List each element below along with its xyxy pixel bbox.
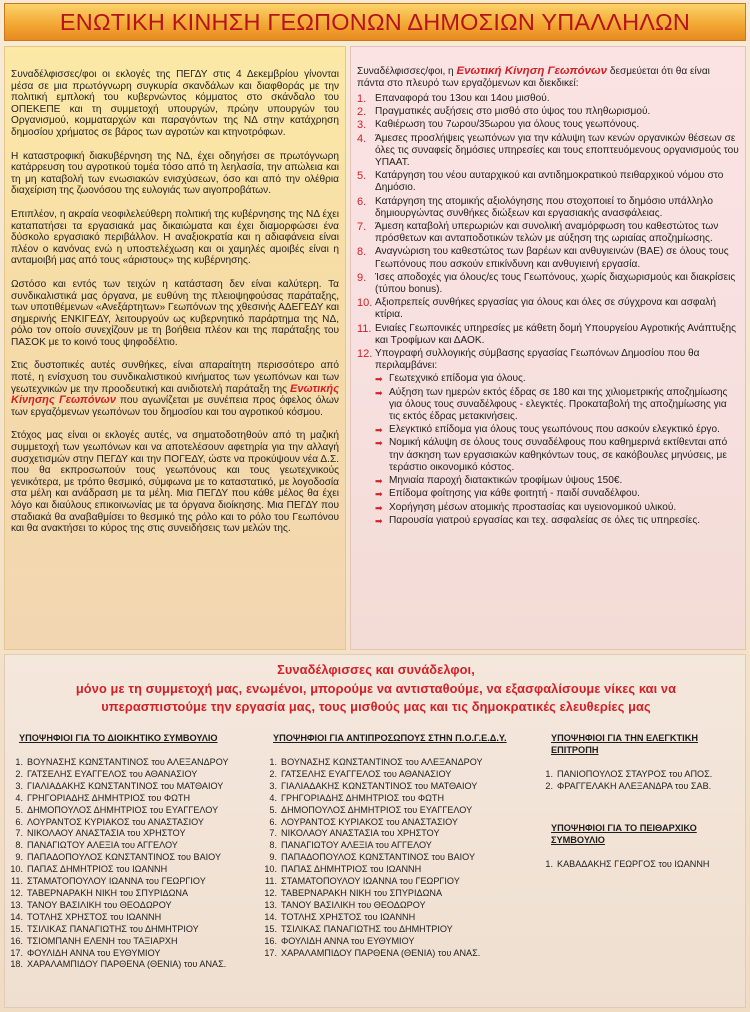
candidate-number: 16. (10, 935, 23, 946)
appeal-line-1: Συναδέλφισσες και συνάδελφοι, (277, 662, 475, 677)
candidate-number: 1. (269, 757, 277, 767)
candidate-number: 1. (545, 859, 553, 869)
demand-text: Καθιέρωση του 7ωρου/35ωρου για όλους τους γεωπόνους. (375, 119, 640, 131)
sub-demand-item (375, 475, 739, 487)
candidate-item (9, 781, 271, 793)
audit-heading: ΥΠΟΨΗΦΙΟΙ ΓΙΑ ΤΗΝ ΕΛΕΓΚΤΙΚΗ ΕΠΙΤΡΟΠΗ (551, 733, 698, 755)
sub-demand-item (375, 387, 739, 424)
sub-demand-text: Ελεγκτικό επίδομα για όλους τους γεωπόνους που ασκούν ελεγκτικό έργο. (389, 424, 720, 436)
arrow-bullet-icon: ➡ (375, 515, 383, 526)
sub-demand-text: Επίδομα φοίτησης για κάθε φοιτητή - παιδί συναδέλφου. (389, 488, 640, 500)
candidate-item (263, 769, 535, 781)
candidates-section (4, 654, 746, 1008)
demands-intro-start: Συναδέλφισσες/φοι, η (357, 66, 454, 77)
candidate-name: ΣΤΑΜΑΤΟΠΟΥΛΟΥ ΙΩΑΝΝΑ του ΓΕΩΡΓΙΟΥ (27, 876, 206, 887)
candidate-item (263, 948, 535, 960)
candidate-name: ΚΑΒΑΔΑΚΗΣ ΓΕΩΡΓΟΣ του ΙΩΑΝΝΗ (557, 859, 710, 869)
demand-number: 4. (357, 132, 367, 145)
sub-demand-item (375, 515, 739, 527)
candidate-item (9, 828, 271, 840)
candidate-item (9, 864, 271, 876)
sub-demand-item (375, 424, 739, 436)
demand-number: 10. (357, 297, 373, 310)
candidate-item (263, 852, 535, 864)
demand-number: 5. (357, 170, 367, 183)
candidate-item (263, 888, 535, 900)
candidate-name: ΛΟΥΡΑΝΤΟΣ ΚΥΡΙΑΚΟΣ του ΑΝΑΣΤΑΣΙΟΥ (27, 816, 204, 827)
candidate-name: ΠΑΠΑΔΟΠΟΥΛΟΣ ΚΩΝΣΤΑΝΤΙΝΟΣ του ΒΑΙΟΥ (27, 852, 222, 863)
demand-text: Πραγματικές αυξήσεις στο μισθό στο ύψος του πληθωρισμού. (375, 106, 651, 118)
appeal-line-3: υπερασπιστούμε την εργασία μας, τους μισθούς μας και τις δημοκρατικές ελευθερίες μας (101, 699, 651, 714)
candidate-number: 6. (269, 816, 277, 827)
candidate-name: ΤΣΙΛΙΚΑΣ ΠΑΝΑΓΙΩΤΗΣ του ΔΗΜΗΤΡΙΟΥ (281, 923, 453, 934)
candidate-number: 4. (269, 792, 277, 803)
candidate-number: 10. (10, 864, 23, 875)
left-column (4, 46, 346, 650)
candidate-item (263, 864, 535, 876)
candidate-name: ΒΟΥΝΑΣΗΣ ΚΩΝΣΤΑΝΤΙΝΟΣ του ΑΛΕΞΑΝΔΡΟΥ (281, 757, 483, 767)
candidate-number: 17. (10, 947, 23, 958)
left-paragraph-2: Η καταστροφική διακυβέρνηση της ΝΔ, έχει οδηγήσει σε πρωτόγνωρη κατάρρευση του αγροτικού τομέα τόσο από τη λεηλασία, την απώλεια και τη μη καταβολή των ενωσιακών ενισχύσεων, όσο και από την ολέθρια διαχείριση της ζωονόσου της ευλογιάς των αιγοπροβάτων. (11, 150, 339, 197)
demand-text: Αξιοπρεπείς συνθήκες εργασίας για όλους και όλες σε σύγχρονα και ασφαλή κτίρια. (375, 297, 716, 321)
candidate-number: 15. (10, 923, 23, 934)
candidate-number: 17. (264, 947, 277, 958)
demand-item (357, 93, 739, 105)
candidate-name: ΓΡΗΓΟΡΙΑΔΗΣ ΔΗΜΗΤΡΙΟΣ του ΦΩΤΗ (281, 792, 445, 803)
candidate-name: ΤΑΝΟΥ ΒΑΣΙΛΙΚΗ του ΘΕΟΔΩΡΟΥ (27, 899, 172, 910)
demands-intro-end: δεσμεύεται ότι θα είναι πάντα στο πλευρό των εργαζόμενων και διεκδικεί: (357, 66, 710, 89)
candidate-name: ΓΙΑΛΙΑΔΑΚΗΣ ΚΩΝΣΤΑΝΤΙΝΟΣ του ΜΑΤΘΑΙΟΥ (27, 780, 224, 791)
demand-text: Αναγνώριση του καθεστώτος των βαρέων και ανθυγιεινών (ΒΑΕ) σε όλους τους Γεωπόνους που ασκούν επικίνδυνη και ανθυγιεινή εργασία. (375, 246, 729, 270)
candidate-number: 3. (15, 780, 23, 791)
arrow-bullet-icon: ➡ (375, 476, 383, 487)
candidate-name: ΔΗΜΟΠΟΥΛΟΣ ΔΗΜΗΤΡΙΟΣ του ΕΥΑΓΓΕΛΟΥ (281, 804, 473, 815)
demand-text: Ίσες αποδοχές για όλους/ες τους Γεωπόνους, χωρίς διαχωρισμούς και διακρίσεις (τύπου bonus). (375, 271, 736, 296)
candidate-number: 14. (264, 911, 277, 922)
candidate-name: ΠΑΠΑΣ ΔΗΜΗΤΡΙΟΣ του ΙΩΑΝΝΗ (27, 864, 168, 875)
candidate-number: 11. (265, 876, 277, 887)
candidate-number: 8. (269, 840, 277, 851)
candidate-number: 13. (264, 899, 277, 910)
candidate-item (9, 769, 271, 781)
candidate-number: 15. (264, 923, 277, 934)
demand-text: Άμεση καταβολή υπερωριών και συνολική αναμόρφωση του καθεστώτος των πρόσθετων και ανταποδοτικών τελών με αύξηση της ωριαίας αποζημίωσης. (375, 221, 719, 245)
board-heading: ΥΠΟΨΗΦΙΟΙ ΓΙΑ ΤΟ ΔΙΟΙΚΗΤΙΚΟ ΣΥΜΒΟΥΛΙΟ (19, 733, 218, 743)
sub-demand-text: Νομική κάλυψη σε όλους τους συναδέλφους που καθημερινά εκτίθενται από την άσκηση των εργασιακών καθηκόντων τους, σε κακόβουλες μηνύσεις, με τεράστιο οικονομικό κόστος. (389, 437, 728, 473)
candidate-item (263, 924, 535, 936)
candidate-name: ΓΑΤΣΕΛΗΣ ΕΥΑΓΓΕΛΟΣ του ΑΘΑΝΑΣΙΟΥ (281, 768, 452, 779)
sub-demand-item (375, 373, 739, 385)
left-paragraph-5-end: που αγωνίζεται με συνέπεια προς όφελος όλων των εργαζόμενων γεωπόνων του δημοσίου και του αγροτικού κόσμου. (11, 395, 339, 418)
candidate-item (9, 936, 271, 948)
candidate-name: ΤΟΤΛΗΣ ΧΡΗΣΤΟΣ του ΙΩΑΝΝΗ (27, 911, 162, 922)
candidate-number: 2. (15, 768, 23, 779)
sub-demand-text: Παρουσία γιατρού εργασίας και τεχ. ασφαλείας σε όλες τις υπηρεσίες. (389, 514, 700, 526)
candidate-name: ΤΣΙΟΜΠΑΝΗ ΕΛΕΝΗ του ΤΑΞΙΑΡΧΗ (27, 935, 178, 946)
candidate-number: 7. (269, 828, 277, 839)
discipline-candidates-list (539, 859, 729, 871)
candidate-number: 12. (10, 887, 23, 898)
candidate-name: ΠΑΝΑΓΙΩΤΟΥ ΑΛΕΞΙΑ του ΑΓΓΕΛΟΥ (281, 840, 432, 851)
candidate-number: 8. (15, 840, 23, 851)
left-paragraph-4: Ωστόσο και εντός των τειχών η κατάσταση δεν είναι καλύτερη. Τα συνδικαλιστικά μας όργανα, με ευθύνη της πλειοψηφούσας παράταξης, των υποτιθέμενων «Ανεξάρτητων» Γεωπόνων της χθεσινής ΑΔΕΓΕΔΥ και σημερινής ΕΝΚΙΓΕΔΥ, λειτουργούν ως κυβερνητικό παράρτημα της ΝΔ, ρόλο τον οποίο συνεχίζουν με τη βοήθεια πλέον και της παράταξης του ΠΑΣΟΚ με το κοινό τους ψηφοδέλτιο. (11, 278, 339, 348)
candidate-item (9, 959, 271, 971)
demand-text: Κατάργηση του νέου αυταρχικού και αντιδημοκρατικού πειθαρχικού νόμου στο Δημόσιο. (375, 170, 724, 194)
candidate-number: 1. (15, 757, 23, 767)
candidate-number: 10. (264, 864, 277, 875)
demand-item (357, 196, 739, 220)
candidate-item (9, 888, 271, 900)
candidate-name: ΠΑΠΑΣ ΔΗΜΗΤΡΙΟΣ του ΙΩΑΝΝΗ (281, 864, 422, 875)
right-column (350, 46, 746, 650)
demand-number: 9. (357, 271, 367, 284)
left-paragraph-5-start: Στις δυστοπικές αυτές συνθήκες, είναι απαραίτητη περισσότερο από ποτέ, η ενίσχυση του συνδικαλιστικού κινήματος των γεωπόνων και των γεωτεχνικών με την προοδευτική και ανιδιοτελή παράταξη της (11, 360, 339, 395)
arrow-bullet-icon: ➡ (375, 489, 383, 500)
candidate-number: 4. (15, 792, 23, 803)
candidate-item (9, 793, 271, 805)
candidate-item (263, 757, 535, 769)
demand-item (357, 133, 739, 170)
candidate-number: 5. (269, 804, 277, 815)
candidate-name: ΦΟΥΛΙΔΗ ΑΝΝΑ του ΕΥΘΥΜΙΟΥ (281, 935, 415, 946)
candidate-name: ΤΑΒΕΡΝΑΡΑΚΗ ΝΙΚΗ του ΣΠΥΡΙΔΩΝΑ (281, 887, 443, 898)
candidate-item (263, 840, 535, 852)
arrow-bullet-icon: ➡ (375, 374, 383, 385)
candidate-name: ΠΑΝΑΓΙΩΤΟΥ ΑΛΕΞΙΑ του ΑΓΓΕΛΟΥ (27, 840, 178, 851)
candidate-name: ΓΙΑΛΙΑΔΑΚΗΣ ΚΩΝΣΤΑΝΤΙΝΟΣ του ΜΑΤΘΑΙΟΥ (281, 780, 478, 791)
demand-number: 7. (357, 221, 367, 234)
page-title: ΕΝΩΤΙΚΗ ΚΙΝΗΣΗ ΓΕΩΠΟΝΩΝ ΔΗΜΟΣΙΩΝ ΥΠΑΛΛΗΛΩΝ (59, 8, 691, 35)
movement-name-highlight: Ενωτικής Κίνησης Γεωπόνων (11, 382, 339, 407)
candidate-number: 6. (15, 816, 23, 827)
demands-list (357, 93, 739, 372)
demand-item (357, 170, 739, 194)
candidate-name: ΦΡΑΓΓΕΛΑΚΗ ΑΛΕΞΑΝΔΡΑ του ΣΑΒ. (557, 780, 712, 791)
candidate-name: ΠΑΠΑΔΟΠΟΥΛΟΣ ΚΩΝΣΤΑΝΤΙΝΟΣ του ΒΑΙΟΥ (281, 852, 476, 863)
demand-item (357, 246, 739, 270)
candidate-name: ΤΑΒΕΡΝΑΡΑΚΗ ΝΙΚΗ του ΣΠΥΡΙΔΩΝΑ (27, 887, 189, 898)
candidate-item (9, 948, 271, 960)
demand-text: Ενιαίες Γεωπονικές υπηρεσίες με κάθετη δομή Υπουργείου Αγροτικής Ανάπτυξης και Τροφίμων και ΔΑΟΚ. (375, 322, 736, 346)
appeal-text (5, 661, 747, 717)
demand-number: 2. (357, 106, 367, 119)
candidate-number: 5. (15, 804, 23, 815)
candidate-name: ΝΙΚΟΛΑΟΥ ΑΝΑΣΤΑΣΙΑ του ΧΡΗΣΤΟΥ (281, 828, 440, 839)
demand-item (357, 272, 739, 296)
arrow-bullet-icon: ➡ (375, 387, 383, 398)
demand-text: Κατάργηση της ατομικής αξιολόγησης που στοχοποιεί το δημόσιο υπάλληλο δημιουργώντας συνθήκες διώξεων και εργασιακής ανασφάλειας. (375, 195, 713, 219)
demand-item (357, 348, 739, 372)
demand-text: Υπογραφή συλλογικής σύμβασης εργασίας Γεωπόνων Δημοσίου που θα περιλαμβάνει: (375, 348, 700, 372)
candidate-item (263, 936, 535, 948)
board-candidates-list (9, 757, 271, 971)
candidate-number: 11. (11, 876, 23, 887)
candidate-number: 3. (269, 780, 277, 791)
left-paragraph-5 (11, 360, 339, 418)
demand-number: 1. (357, 93, 367, 105)
candidate-item (9, 900, 271, 912)
demand-number: 3. (357, 119, 367, 132)
candidate-number: 16. (264, 935, 277, 946)
candidate-number: 14. (10, 911, 23, 922)
left-paragraph-3: Επιπλέον, η ακραία νεοφιλελεύθερη πολιτική της κυβέρνησης της ΝΔ έχει καταπατήσει τα εργασιακά μας δικαιώματα και έχει διαμορφώσει ένα δύσκολο εργασιακό περιβάλλον. Η αναξιοκρατία και η αδιαφάνεια είναι πλέον ο κανόνας ενώ η υποστελέχωση και οι χαμηλές αμοιβές είναι η ανταμοιβή μας από τους «άριστους» της κυβέρνησης. (11, 208, 339, 267)
candidate-item (263, 828, 535, 840)
candidate-name: ΠΑΝΙΟΠΟΥΛΟΣ ΣΤΑΥΡΟΣ του ΑΠΟΣ. (557, 769, 713, 779)
candidate-item (263, 817, 535, 829)
demand-number: 11. (357, 322, 372, 335)
demand-item (357, 119, 739, 131)
left-paragraph-1: Συναδέλφισσες/φοι οι εκλογές της ΠΕΓΔΥ στις 4 Δεκεμβρίου γίνονται μέσα σε μια πρωτόγνωρη συγκυρία σκανδάλων και διαφθοράς με την πολιτική εμπλοκή του κυβερνώντος κόμματος στο σκάνδαλο του ΟΠΕΚΕΠΕ και τη συμμετοχή υπουργών, πρώην υπουργών του Οργανισμού, κομματαρχών και παραγόντων της ΝΔ στην κατάχρηση δημοσίου χρήματος σε βάρος των αγροτών και κτηνοτρόφων. (11, 69, 339, 138)
candidate-name: ΔΗΜΟΠΟΥΛΟΣ ΔΗΜΗΤΡΙΟΣ του ΕΥΑΓΓΕΛΟΥ (27, 804, 219, 815)
left-paragraph-6: Στόχος μας είναι οι εκλογές αυτές, να σηματοδοτηθούν από τη μαζική συμμετοχή των γεωπόνων και να αποτελέσουν αφετηρία για την αλλαγή συσχετισμών στην ΠΕΓΔΥ και την ΠΟΓΕΔΥ, ώστε να προκύψουν νέα Δ.Σ. που θα εκπροσωπούν τους γεωπόνους και τους γεωτεχνικούς γενικότερα, με τρόπο θεσμικό, σύμφωνα με το καταστατικό, με λογοδοσία στα μέλη και ανάδραση με τα μέλη. Μια ΠΕΓΔΥ που κάθε μέλος θα έχει λόγο και διαύλους επικοινωνίας με τα όργανα διοίκησης. Μια ΠΕΓΔΥ που σταδιακά θα αναβαθμίσει το θεσμικό της ρόλο και το ρόλο του Γεωπόνου και θα ανακτήσει το κύρος της στις συνειδήσεις των μελών της. (11, 430, 339, 535)
collective-agreement-sublist (375, 373, 739, 526)
sub-demand-item (375, 488, 739, 500)
candidate-item (9, 924, 271, 936)
arrow-bullet-icon: ➡ (375, 502, 383, 513)
demands-intro (357, 65, 739, 90)
candidate-name: ΧΑΡΑΛΑΜΠΙΔΟΥ ΠΑΡΘΕΝΑ (ΘΕΝΙΑ) του ΑΝΑΣ. (281, 947, 481, 958)
demand-number: 12. (357, 348, 373, 361)
candidate-item (539, 781, 729, 793)
candidate-number: 9. (269, 852, 277, 863)
candidate-name: ΓΑΤΣΕΛΗΣ ΕΥΑΓΓΕΛΟΣ του ΑΘΑΝΑΣΙΟΥ (27, 768, 198, 779)
candidate-number: 18. (10, 959, 23, 970)
reps-candidates-list (263, 757, 535, 959)
candidate-item (9, 840, 271, 852)
demand-number: 6. (357, 195, 367, 208)
candidate-item (9, 876, 271, 888)
candidate-item (263, 805, 535, 817)
candidate-item (9, 757, 271, 769)
candidate-item (263, 781, 535, 793)
candidate-number: 1. (545, 769, 553, 779)
sub-demand-text: Χορήγηση μέσων ατομικής προστασίας και υγειονομικού υλικού. (389, 501, 677, 513)
candidate-name: ΤΑΝΟΥ ΒΑΣΙΛΙΚΗ του ΘΕΟΔΩΡΟΥ (281, 899, 426, 910)
discipline-heading: ΥΠΟΨΗΦΙΟΙ ΓΙΑ ΤΟ ΠΕΙΘΑΡΧΙΚΟ ΣΥΜΒΟΥΛΙΟ (551, 823, 697, 845)
candidate-item (9, 852, 271, 864)
arrow-bullet-icon: ➡ (375, 425, 383, 436)
demand-item (357, 221, 739, 245)
candidate-name: ΝΙΚΟΛΑΟΥ ΑΝΑΣΤΑΣΙΑ του ΧΡΗΣΤΟΥ (27, 828, 186, 839)
candidate-name: ΣΤΑΜΑΤΟΠΟΥΛΟΥ ΙΩΑΝΝΑ του ΓΕΩΡΓΙΟΥ (281, 876, 460, 887)
candidate-number: 7. (15, 828, 23, 839)
candidate-number: 12. (264, 887, 277, 898)
candidate-number: 2. (545, 780, 553, 791)
appeal-line-2: μόνο με τη συμμετοχή μας, ενωμένοι, μπορούμε να αντισταθούμε, να εξασφαλίσουμε νίκες και να (75, 680, 677, 696)
candidate-item (539, 859, 729, 871)
arrow-bullet-icon: ➡ (375, 438, 383, 449)
sub-demand-text: Γεωτεχνικό επίδομα για όλους. (389, 373, 526, 385)
candidate-name: ΒΟΥΝΑΣΗΣ ΚΩΝΣΤΑΝΤΙΝΟΣ του ΑΛΕΞΑΝΔΡΟΥ (27, 757, 229, 767)
demand-number: 8. (357, 246, 367, 259)
candidate-number: 9. (15, 852, 23, 863)
sub-demand-item (375, 502, 739, 514)
candidate-item (9, 817, 271, 829)
demand-text: Άμεσες προσλήψεις γεωπόνων για την κάλυψη των κενών οργανικών θέσεων σε όλες τις συναφείς δημόσιες υπηρεσίες και τους εποπτευόμενους οργανισμούς του ΥΠΑΑΤ. (375, 132, 739, 169)
demand-text: Επαναφορά του 13ου και 14ου μισθού. (375, 93, 550, 104)
sub-demand-text: Αύξηση των ημερών εκτός έδρας σε 180 και της χιλιομετρικής αποζημίωσης για όλους τους συναδέλφους - ελεγκτές. Προκαταβολή της αποζημίωσης για τις εκτός έδρας μετακινήσεις. (389, 386, 728, 423)
candidate-name: ΧΑΡΑΛΑΜΠΙΔΟΥ ΠΑΡΘΕΝΑ (ΘΕΝΙΑ) του ΑΝΑΣ. (27, 959, 227, 970)
candidate-name: ΦΟΥΛΙΔΗ ΑΝΝΑ του ΕΥΘΥΜΙΟΥ (27, 947, 161, 958)
candidate-name: ΛΟΥΡΑΝΤΟΣ ΚΥΡΙΑΚΟΣ του ΑΝΑΣΤΑΣΙΟΥ (281, 816, 458, 827)
candidate-number: 2. (269, 768, 277, 779)
candidate-name: ΤΟΤΛΗΣ ΧΡΗΣΤΟΣ του ΙΩΑΝΝΗ (281, 911, 416, 922)
header-banner (4, 3, 746, 41)
candidate-item (263, 900, 535, 912)
demand-item (357, 323, 739, 347)
candidate-item (9, 805, 271, 817)
audit-candidates-list (539, 769, 729, 793)
candidate-number: 13. (10, 899, 23, 910)
candidate-item (263, 793, 535, 805)
candidate-name: ΓΡΗΓΟΡΙΑΔΗΣ ΔΗΜΗΤΡΙΟΣ του ΦΩΤΗ (27, 792, 191, 803)
candidate-item (263, 912, 535, 924)
demand-item (357, 106, 739, 118)
candidate-name: ΤΣΙΛΙΚΑΣ ΠΑΝΑΓΙΩΤΗΣ του ΔΗΜΗΤΡΙΟΥ (27, 923, 199, 934)
candidate-item (539, 769, 729, 781)
sub-demand-text: Μηνιαία παροχή διατακτικών τροφίμων ύψους 150€. (389, 475, 623, 487)
demand-item (357, 297, 739, 321)
candidate-item (9, 912, 271, 924)
reps-heading: ΥΠΟΨΗΦΙΟΙ ΓΙΑ ΑΝΤΙΠΡΟΣΩΠΟΥΣ ΣΤΗΝ Π.Ο.Γ.Ε.Δ.Υ. (273, 733, 507, 743)
candidate-item (263, 876, 535, 888)
movement-name-highlight: Ενωτική Κίνηση Γεωπόνων (456, 65, 608, 77)
sub-demand-item (375, 437, 739, 474)
